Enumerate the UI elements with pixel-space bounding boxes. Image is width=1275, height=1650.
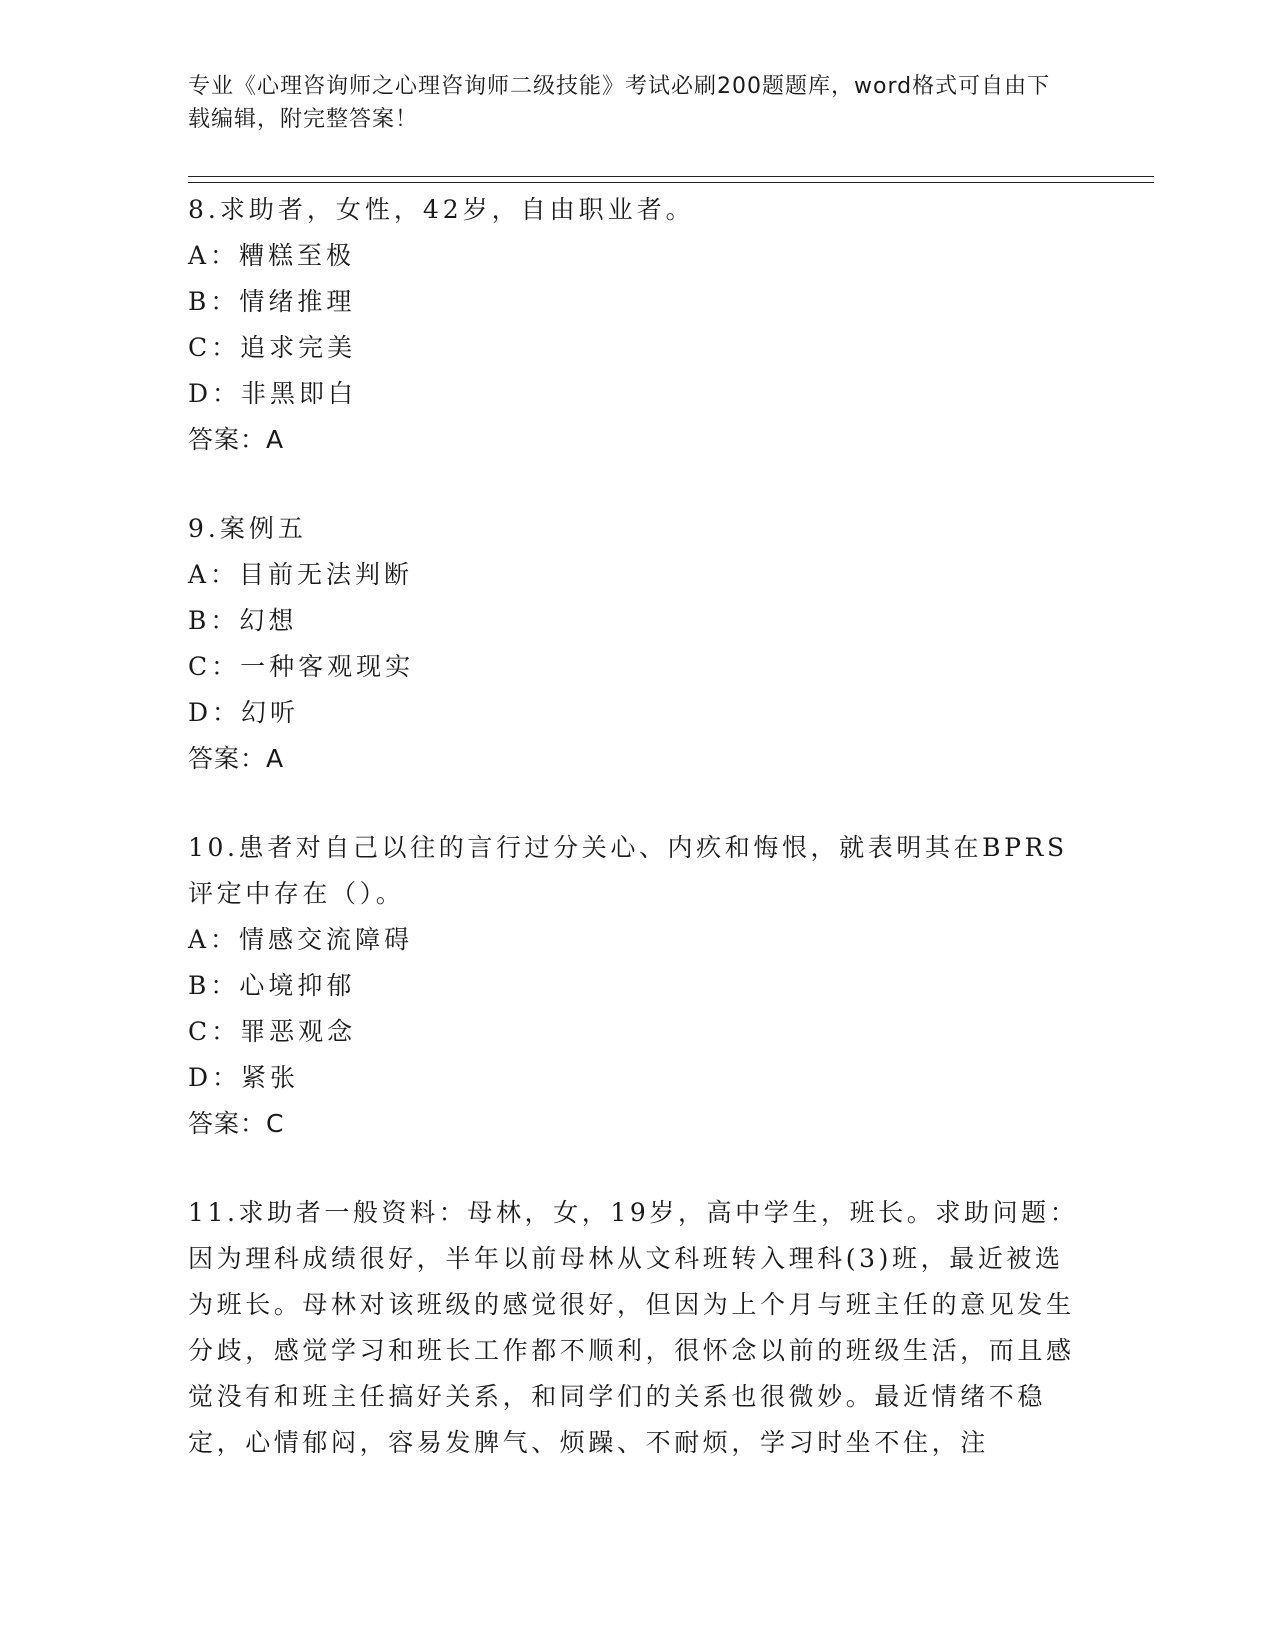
answer: 答案：C bbox=[188, 1109, 285, 1138]
option-d: D：紧张 bbox=[188, 1063, 300, 1092]
question-9 bbox=[188, 506, 1088, 782]
option-a: A：目前无法判断 bbox=[188, 560, 414, 589]
option-c: C：罪恶观念 bbox=[188, 1017, 357, 1046]
question-text: 11.求助者一般资料：母林，女，19岁，高中学生，班长。求助问题：因为理科成绩很好，半年以前母林从文科班转入理科(3)班，最近被选为班长。母林对该班级的感觉很好，但因为上个月与班主任的意见发生分歧，感觉学习和班长工作都不顺利，很怀念以前的班级生活，而且感觉没有和班主任搞好关系，和同学们的关系也很微妙。最近情绪不稳定，心情郁闷，容易发脾气、烦躁、不耐烦，学习时坐不住，注 bbox=[188, 1198, 1079, 1457]
option-d: D：非黑即白 bbox=[188, 379, 358, 408]
option-c: C：追求完美 bbox=[188, 333, 357, 362]
question-text: 9.案例五 bbox=[188, 514, 307, 543]
option-b: B：心境抑郁 bbox=[188, 971, 356, 1000]
option-c: C：一种客观现实 bbox=[188, 652, 415, 681]
option-d: D：幻听 bbox=[188, 698, 300, 727]
question-10 bbox=[188, 825, 1088, 1147]
answer: 答案：A bbox=[188, 425, 285, 454]
option-b: B：情绪推理 bbox=[188, 287, 356, 316]
option-a: A：情感交流障碍 bbox=[188, 925, 414, 954]
option-a: A：糟糕至极 bbox=[188, 241, 356, 270]
question-8 bbox=[188, 187, 1088, 463]
question-text: 10.患者对自己以往的言行过分关心、内疚和悔恨，就表明其在BPRS评定中存在（）。 bbox=[188, 833, 1068, 908]
header-rule-top bbox=[188, 176, 1154, 177]
header-rule-bottom bbox=[188, 182, 1154, 183]
question-list bbox=[188, 187, 1088, 1509]
question-text: 8.求助者，女性，42岁，自由职业者。 bbox=[188, 195, 695, 224]
document-header: 专业《心理咨询师之心理咨询师二级技能》考试必刷200题题库，word格式可自由下载编辑，附完整答案！ bbox=[188, 74, 1051, 132]
answer: 答案：A bbox=[188, 744, 285, 773]
question-11 bbox=[188, 1190, 1088, 1466]
option-b: B：幻想 bbox=[188, 606, 298, 635]
